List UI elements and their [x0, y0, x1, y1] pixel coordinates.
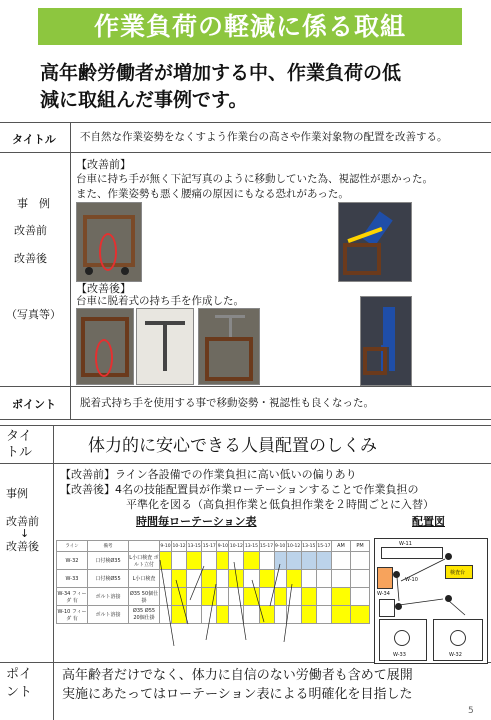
case2-point-line: 高年齢者だけでなく、体力に自信のない労働者も含めて展開 — [62, 668, 413, 683]
time-header: 13-15 — [187, 541, 202, 552]
case2-side-label: 事例 — [6, 487, 28, 500]
row-note2: Ø35 Ø55 20個仕掛 — [129, 606, 160, 624]
flow-arrows — [375, 539, 487, 663]
case2-after-text-2: 平準化を図る（高負担作業と低負担作業を２時間ごとに入替） — [126, 498, 434, 511]
divider — [0, 463, 491, 464]
divider — [53, 425, 54, 720]
row-line: W-33 — [57, 570, 88, 588]
time-header: 15-17 — [316, 541, 331, 552]
case1-title-label: タイトル — [12, 133, 56, 146]
photo-after-cart — [76, 308, 134, 385]
photo-before-cart — [76, 202, 142, 282]
divider — [70, 122, 71, 419]
layout-diagram-title: 配置図 — [412, 515, 445, 528]
header-line: ライン — [57, 541, 88, 552]
case2-title-label-line: タイ — [6, 429, 32, 444]
row-note2: Ø35 50個仕掛 — [129, 588, 160, 606]
case2-point-line: 実施にあたってはローテーション表による明確化を目指した — [62, 687, 413, 702]
rotation-arrow — [284, 584, 292, 642]
header-note: 備考 — [88, 541, 129, 552]
label-w11: W-11 — [399, 541, 412, 547]
case2-point-text — [62, 666, 488, 704]
rotation-arrow — [206, 584, 216, 640]
case1-side-label: 改善後 — [14, 252, 47, 265]
rotation-table-title: 時間毎ローテーション表 — [136, 515, 257, 528]
after-text: 台車に脱着式の持ち手を作成した。 — [76, 295, 244, 307]
label-w34: W-34 — [377, 591, 390, 597]
label-w32: W-32 — [449, 652, 462, 658]
divider — [0, 152, 491, 153]
page-subtitle — [40, 60, 470, 114]
rotation-arrow — [176, 580, 188, 624]
case1-side-label: 改善前 — [14, 224, 47, 237]
case2-title-label-line: トル — [6, 445, 33, 460]
case2-after-text-1: 【改善後】4名の技能配置員が作業ローテーションすることで作業負担の — [60, 483, 419, 496]
case1-side-label: 事 例 — [17, 197, 50, 210]
subtitle-line-2: 減に取組んだ事例です。 — [40, 89, 248, 111]
rotation-arrows — [56, 550, 370, 660]
row-note: ボルト溶接 — [88, 606, 129, 624]
row-note2: L小口検査 ボルト立付 — [129, 552, 160, 570]
page-banner-title: 作業負荷の軽減に係る取組 — [38, 8, 462, 45]
case2-title-text: 体力的に安心できる人員配置のしくみ — [88, 436, 377, 456]
time-header: 10-12 — [286, 541, 301, 552]
after-heading: 【改善後】 — [76, 282, 131, 295]
rotation-arrow — [160, 560, 174, 646]
divider — [0, 386, 491, 387]
case2-title-label — [6, 429, 32, 461]
time-header: 9-10 — [274, 541, 286, 552]
before-text-1: 台車に持ち手が無く下記写真のように移動していた為、視認性が悪かった。 — [76, 173, 433, 185]
time-header: 10-12 — [172, 541, 187, 552]
am-header: AM — [332, 541, 351, 552]
case2-point-label-line: ント — [6, 685, 33, 700]
flow-arrow — [397, 577, 399, 601]
time-header: 15-17 — [259, 541, 274, 552]
photo-after-cart-handle — [198, 308, 260, 385]
row-note: 口付検Ø55 — [88, 570, 129, 588]
case2-side-label: ↓ — [20, 527, 30, 540]
rotation-arrow — [252, 580, 264, 622]
subtitle-line-1: 高年齢労働者が増加する中、作業負荷の低 — [40, 62, 402, 84]
label-w33: W-33 — [393, 652, 406, 658]
time-header: 9-10 — [217, 541, 229, 552]
row-note: ボルト溶接 — [88, 588, 129, 606]
divider — [0, 122, 491, 123]
row-line: W-34 フィーダ 有 — [57, 588, 88, 606]
case1-point-text: 脱着式持ち手を使用する事で移動姿勢・視認性も良くなった。 — [80, 397, 374, 409]
case2-side-label: 改善前 — [6, 515, 39, 528]
rotation-arrow — [234, 562, 246, 640]
row-note: 口付検Ø35 — [88, 552, 129, 570]
case2-description — [60, 467, 488, 512]
inspection-box-label: 検査台 — [450, 570, 466, 576]
photo-before-worker — [338, 202, 412, 282]
rotation-arrow — [190, 566, 204, 600]
time-header: 15-17 — [202, 541, 217, 552]
case1-title-text: 不自然な作業姿勢をなくすよう作業台の高さや作業対象物の配置を改善する。 — [80, 131, 448, 143]
row-note2: L小口検査 — [129, 570, 160, 588]
case2-before-text: 【改善前】ライン各設備での作業負担に高い低いの偏りあり — [60, 468, 357, 481]
page-number: 5 — [468, 706, 474, 716]
rotation-arrow — [270, 564, 280, 606]
row-line: W-32 — [57, 552, 88, 570]
divider — [0, 425, 491, 426]
divider — [0, 419, 491, 420]
flow-arrow — [399, 599, 443, 605]
photo-after-worker — [360, 296, 412, 386]
photo-handle-part — [136, 308, 194, 385]
layout-diagram — [374, 538, 488, 664]
time-header: 9-10 — [160, 541, 172, 552]
flow-arrow — [449, 601, 465, 615]
before-text-2: また、作業姿勢も悪く腰痛の原因にもなる恐れがあった。 — [76, 188, 349, 200]
case1-side-label: （写真等） — [6, 308, 61, 321]
case2-side-label: 改善後 — [6, 540, 39, 553]
pm-header: PM — [351, 541, 370, 552]
flow-arrow — [401, 559, 445, 581]
case2-point-label — [6, 666, 32, 702]
row-line: W-10 フィーダ 有 — [57, 606, 88, 624]
time-header: 13-15 — [301, 541, 316, 552]
case1-point-label: ポイント — [12, 398, 56, 411]
label-w10: W-10 — [405, 577, 418, 583]
time-header: 13-15 — [244, 541, 259, 552]
case2-point-label-line: ポイ — [6, 667, 33, 682]
before-heading: 【改善前】 — [76, 158, 131, 171]
time-header: 10-12 — [229, 541, 244, 552]
case2-side-labels — [6, 486, 39, 554]
